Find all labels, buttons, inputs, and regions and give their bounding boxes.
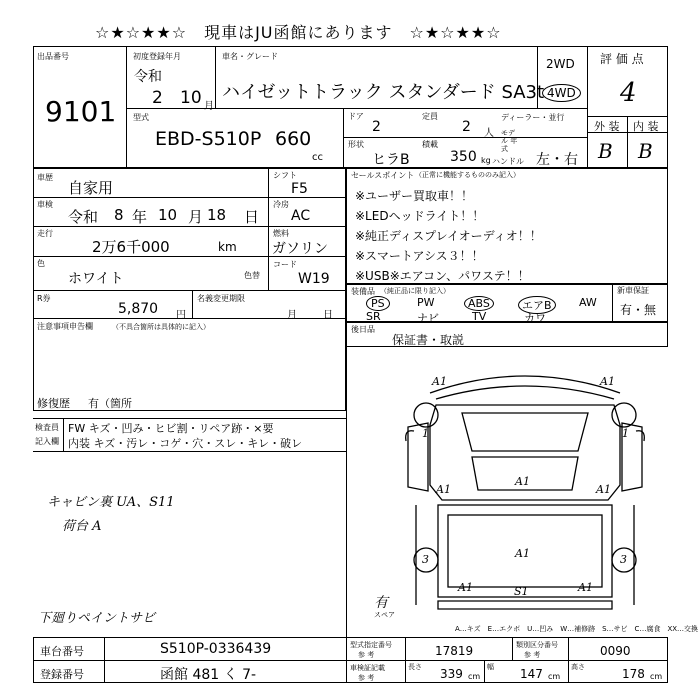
inspection-day: 18 [207, 206, 227, 224]
repair-label: 修復歴 [37, 397, 70, 410]
history-label: 車歴 [37, 173, 53, 182]
dims-sub: 参 考 [358, 674, 375, 682]
type-designation-label: 型式指定番号 [350, 641, 392, 649]
length-label: 長さ [408, 663, 422, 671]
registration-value: 函館 481 く 7- [160, 667, 257, 683]
doors-label: ドア [348, 112, 364, 121]
color-value: ホワイト [68, 271, 124, 287]
damage-mark: A1 [436, 483, 451, 496]
car-damage-diagram [400, 365, 650, 615]
r-ken-label: R券 [37, 294, 51, 303]
lot-label: 出品番号 [37, 52, 69, 61]
post-docs-value: 保証書・取説 [392, 333, 465, 347]
capacity-value: 2 [462, 119, 471, 135]
inspection-era: 令和 [68, 208, 99, 226]
equip-airbag: エアB [518, 296, 556, 314]
mileage-unit: km [218, 240, 237, 254]
exterior-label: 外 装 [594, 120, 620, 133]
handle-label: ハンドル [492, 157, 524, 166]
sales-points-list [355, 186, 542, 286]
equip-abs: ABS [464, 296, 494, 311]
fuel-value: ガソリン [272, 241, 328, 257]
inspection-label: 車検 [37, 200, 53, 209]
doors-value: 2 [372, 119, 381, 135]
length-unit: cm [468, 672, 481, 681]
width-value: 147 [520, 667, 543, 681]
shift-label: シフト [273, 171, 297, 180]
inspection-year-unit: 年 [132, 208, 148, 226]
sales-point: ※スマートアシス３！！ [355, 249, 484, 263]
width-unit: cm [548, 672, 561, 681]
first-reg-label: 初度登録年月 [133, 52, 181, 61]
damage-mark: 3 [422, 553, 429, 566]
length-value: 339 [440, 667, 463, 681]
post-docs-label: 後日品 [351, 325, 375, 334]
damage-mark: A1 [515, 547, 530, 560]
notes-label: 注意事項申告欄 [37, 322, 93, 331]
damage-mark: 1 [622, 427, 629, 440]
dealer-label: ディーラー・並行 [501, 113, 565, 122]
history-value: 自家用 [68, 179, 114, 197]
first-reg-era: 令和 [134, 69, 162, 85]
width-label: 幅 [487, 663, 494, 671]
damage-mark: 1 [422, 427, 429, 440]
color-code: W19 [298, 271, 330, 287]
inspector-row-2: 内装 キズ・汚レ・コゲ・穴・スレ・キレ・破レ [68, 437, 303, 450]
first-reg-month: 10 [180, 88, 202, 108]
model-value: EBD-S510P [155, 128, 262, 150]
sales-points-label: セールスポイント [351, 171, 415, 180]
aircon-label: 冷房 [273, 200, 289, 209]
capacity-unit: 人 [484, 128, 494, 139]
damage-mark: 3 [620, 553, 627, 566]
color-label: 色 [37, 259, 45, 268]
repair-value: 有（箇所 [88, 397, 132, 410]
load-unit: kg [481, 156, 491, 165]
color-code-label: コード [273, 260, 297, 269]
equipment-label: 装備品 [351, 287, 375, 296]
drive-4wd: 4WD [542, 84, 581, 102]
type-designation-value: 17819 [435, 644, 474, 658]
mileage-label: 走行 [37, 229, 53, 238]
equipment-sub: （純正品に限り記入） [380, 287, 450, 295]
category-value: 0090 [600, 644, 631, 658]
warranty-label: 新車保証 [617, 286, 649, 295]
damage-mark: A1 [596, 483, 611, 496]
spare-label: スペア [374, 611, 395, 619]
chassis-value: S510P-0336439 [160, 641, 272, 657]
shape-label: 形状 [348, 140, 364, 149]
model-label: 型式 [133, 113, 149, 122]
inspection-day-unit: 日 [244, 208, 260, 226]
inspection-month-unit: 月 [188, 208, 204, 226]
handle-value: 左・右 [536, 152, 578, 168]
fuel-label: 燃料 [273, 229, 289, 238]
name-change-month: 月 [287, 310, 297, 321]
sales-point: ※LEDヘッドライト！！ [355, 209, 485, 223]
load-value: 350 [450, 149, 477, 165]
inspection-year: 8 [114, 206, 124, 224]
registration-label: 登録番号 [40, 668, 84, 681]
lot-number: 9101 [45, 95, 117, 128]
score-label: 評 価 点 [600, 52, 644, 66]
category-label: 類別区分番号 [516, 641, 558, 649]
handwritten-note-3: 下廻りペイントサビ [38, 611, 156, 626]
height-label: 高さ [571, 663, 585, 671]
type-designation-sub: 参 考 [358, 651, 375, 659]
mileage-value: 2万6千000 [92, 238, 170, 256]
equip-leather: カワ [524, 312, 546, 325]
damage-mark: A1 [432, 375, 447, 388]
first-reg-month-unit: 月 [204, 101, 214, 112]
dims-label: 車検証記載 [350, 664, 385, 672]
height-value: 178 [622, 667, 645, 681]
color-change-label: 色替 [244, 271, 260, 280]
handwritten-note-2: 荷台 A [62, 519, 102, 534]
chassis-label: 車台番号 [40, 645, 84, 658]
capacity-label: 定員 [422, 112, 438, 121]
sales-point: ※USB※エアコン、パワステ！！ [355, 269, 530, 283]
shape-value: ヒラB [372, 152, 410, 168]
r-ken-value: 5,870 [118, 301, 159, 317]
spare-mark: 有 [374, 595, 388, 611]
aircon-value: AC [291, 208, 311, 224]
handwritten-note-1: キャビン裏 UA、S11 [47, 495, 175, 510]
category-sub: 参 考 [524, 651, 541, 659]
inspector-label-2: 記入欄 [35, 437, 59, 446]
exterior-score: B [598, 139, 613, 163]
score-value: 4 [620, 78, 637, 108]
header-banner: ☆★☆★★☆ 現車はJU函館にあります ☆★☆★★☆ [95, 23, 502, 42]
car-name: ハイゼットトラック スタンダード SA3t [222, 82, 545, 103]
damage-mark: A1 [578, 581, 593, 594]
height-unit: cm [650, 672, 663, 681]
damage-mark: A1 [515, 475, 530, 488]
sales-points-sub: （正常に機能するもののみ記入） [415, 171, 520, 179]
first-reg-year: 2 [152, 88, 163, 108]
sales-point: ※純正ディスプレイオーディオ！！ [355, 229, 542, 243]
equip-aw: AW [579, 296, 597, 309]
r-ken-unit: 円 [176, 310, 186, 321]
damage-mark: S1 [514, 585, 529, 598]
car-name-label: 車名・グレード [222, 52, 278, 61]
inspector-row-1: FW キズ・凹み・ヒビ割・リペア跡・×要 [68, 422, 274, 435]
notes-sub: （不具合箇所は具体的に記入） [112, 323, 210, 331]
equip-tv: TV [472, 310, 487, 323]
displacement: 660 [275, 128, 312, 150]
damage-legend: A…キズ E…エクボ U…凹み W…補修跡 S…サビ C…腐食 XX…交換 [455, 625, 699, 633]
drive-2wd: 2WD [546, 57, 575, 71]
inspector-label-1: 検査員 [35, 423, 59, 432]
damage-mark: A1 [600, 375, 615, 388]
load-label: 積載 [422, 140, 438, 149]
equip-sr: SR [366, 310, 381, 323]
equip-ps: PS [366, 296, 390, 311]
sales-point: ※ユーザー買取車！！ [355, 189, 474, 203]
shift-value: F5 [291, 181, 308, 197]
equip-navi: ナビ [417, 312, 439, 325]
inspection-month: 10 [158, 206, 178, 224]
name-change-label: 名義変更期限 [197, 294, 245, 303]
warranty-value: 有・無 [620, 303, 657, 317]
interior-label: 内 装 [633, 120, 659, 133]
equip-pw: PW [417, 296, 435, 309]
name-change-day: 日 [323, 310, 333, 321]
damage-mark: A1 [458, 581, 473, 594]
interior-score: B [638, 139, 653, 163]
model-year-label: モデル 年式 [501, 129, 518, 153]
displacement-unit: cc [312, 152, 323, 163]
